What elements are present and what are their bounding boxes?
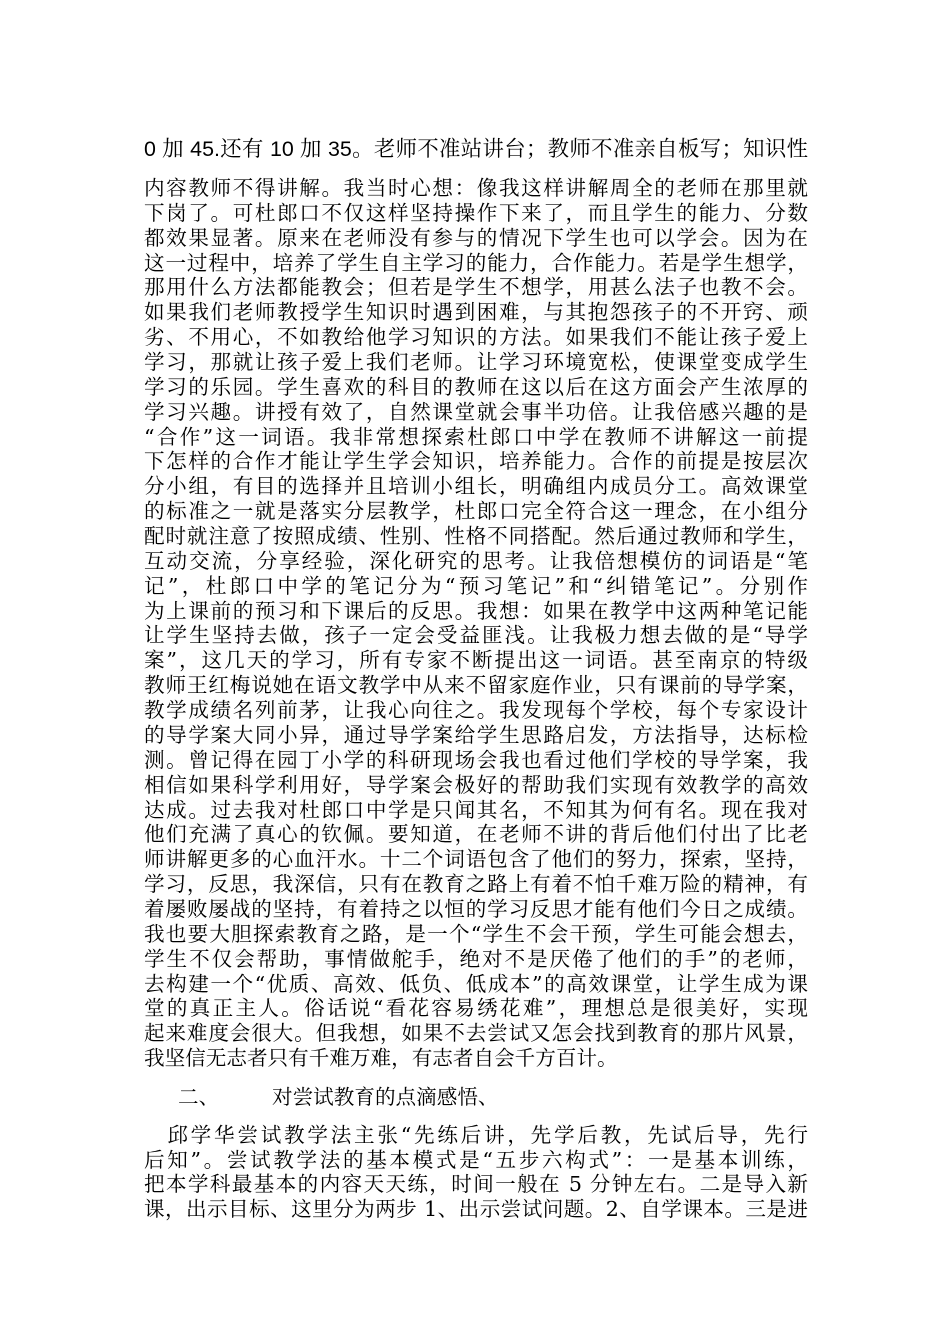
- text-line: 我坚信无志者只有千难万难，有志者自会千方百计。: [144, 1046, 618, 1071]
- text-line: 那用什么方法都能教会；但若是学生不想学，用甚么法子也教不会。: [144, 275, 808, 300]
- text-line: 后知”。尝试教学法的基本模式是“五步六构式”：一是基本训练，: [144, 1147, 808, 1172]
- text-line: 分小组，有目的选择并且培训小组长，明确组内成员分工。高效课堂: [144, 474, 808, 499]
- text-line: “合作”这一词语。我非常想探索杜郎口中学在教师不讲解这一前提: [144, 424, 808, 449]
- section-heading: [178, 1083, 499, 1111]
- text-line: 学习，反思，我深信，只有在教育之路上有着不怕千难万险的精神，有: [144, 872, 808, 897]
- text-line: 让学生坚持去做，孩子一定会受益匪浅。让我极力想去做的是“导学: [144, 623, 808, 648]
- text-line: 教师王红梅说她在语文教学中从来不留家庭作业，只有课前的导学案，: [144, 673, 808, 698]
- text-line: 师讲解更多的心血汗水。十二个词语包含了他们的努力，探索，坚持，: [144, 847, 808, 872]
- section-number: 二、: [178, 1085, 220, 1109]
- text-line: 相信如果科学利用好，导学案会极好的帮助我们实现有效教学的高效: [144, 772, 808, 797]
- text-line: 达成。过去我对杜郎口中学是只闻其名，不知其为何有名。现在我对: [144, 797, 808, 822]
- text-line: 课，出示目标、这里分为两步 1、出示尝试问题。2、自学课本。三是进: [144, 1197, 808, 1222]
- text-line: 把本学科最基本的内容天天练，时间一般在 5 分钟左右。二是导入新: [144, 1172, 808, 1197]
- text-line: 他们充满了真心的钦佩。要知道，在老师不讲的背后他们付出了比老: [144, 822, 808, 847]
- text-line: 着屡败屡战的坚持，有着持之以恒的学习反思才能有他们今日之成绩。: [144, 896, 808, 921]
- first-line: 0 加 45.还有 10 加 35。老师不准站讲台；教师不准亲自板写；知识性: [144, 137, 808, 161]
- text-line: 案”，这几天的学习，所有专家不断提出这一词语。甚至南京的特级: [144, 648, 808, 673]
- text-line: 下怎样的合作才能让学生学会知识，培养能力。合作的前提是按层次: [144, 449, 808, 474]
- text-line: 去构建一个“优质、高效、低负、低成本”的高效课堂，让学生成为课: [144, 971, 808, 996]
- text-line: 起来难度会很大。但我想，如果不去尝试又怎会找到教育的那片风景，: [144, 1021, 808, 1046]
- text-line: 邱学华尝试教学法主张“先练后讲，先学后教，先试后导，先行: [144, 1123, 808, 1147]
- text-line: 学生不仅会帮助，事情做舵手，绝对不是厌倦了他们的手”的老师，: [144, 946, 808, 971]
- text-line: 劣、不用心，不如教给他学习知识的方法。如果我们不能让孩子爱上: [144, 325, 808, 350]
- text-line: 如果我们老师教授学生知识时遇到困难，与其抱怨孩子的不开窍、顽: [144, 300, 808, 325]
- text-line: 测。曾记得在园丁小学的科研现场会我也看过他们学校的导学案，我: [144, 747, 808, 772]
- text-line: 的导学案大同小异，通过导学案给学生思路启发，方法指导，达标检: [144, 722, 808, 747]
- text-line: 堂的真正主人。俗话说“看花容易绣花难”，理想总是很美好，实现: [144, 996, 808, 1021]
- text-line: 为上课前的预习和下课后的反思。我想：如果在教学中这两种笔记能: [144, 598, 808, 623]
- text-line: 的标准之一就是落实分层教学，杜郎口完全符合这一理念，在小组分: [144, 499, 808, 524]
- text-line: 学习，那就让孩子爱上我们老师。让学习环境宽松，使课堂变成学生: [144, 350, 808, 375]
- text-line: 内容教师不得讲解。我当时心想：像我这样讲解周全的老师在那里就: [144, 176, 808, 200]
- section-title: 对尝试教育的点滴感悟、: [272, 1085, 499, 1109]
- text-line: 配时就注意了按照成绩、性别、性格不同搭配。然后通过教师和学生，: [144, 524, 808, 549]
- text-line: 都效果显著。原来在老师没有参与的情况下学生也可以学会。因为在: [144, 225, 808, 250]
- text-line: 互动交流，分享经验，深化研究的思考。让我倍想模仿的词语是“笔: [144, 548, 808, 573]
- text-line: 这一过程中，培养了学生自主学习的能力，合作能力。若是学生想学，: [144, 250, 808, 275]
- text-line: 下岗了。可杜郎口不仅这样坚持操作下来了，而且学生的能力、分数: [144, 200, 808, 225]
- text-line: 教学成绩名列前茅，让我心向往之。我发现每个学校，每个专家设计: [144, 698, 808, 723]
- text-line: 学习的乐园。学生喜欢的科目的教师在这以后在这方面会产生浓厚的: [144, 374, 808, 399]
- text-line: 记”，杜郎口中学的笔记分为“预习笔记”和“纠错笔记”。分别作: [144, 573, 808, 598]
- text-line: 我也要大胆探索教育之路，是一个“学生不会干预，学生可能会想去，: [144, 921, 808, 946]
- text-line: 学习兴趣。讲授有效了，自然课堂就会事半功倍。让我倍感兴趣的是: [144, 399, 808, 424]
